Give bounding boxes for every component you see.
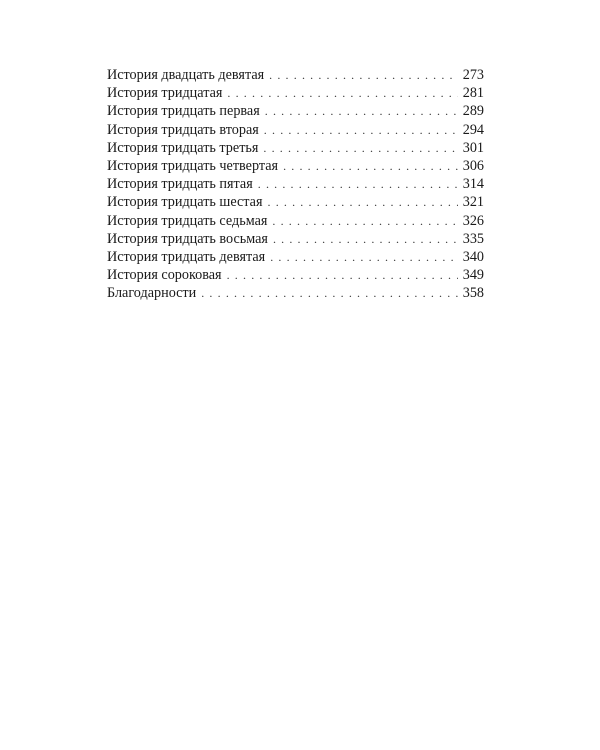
toc-entry-title: История тридцать первая (107, 103, 260, 120)
toc-entry-title: История тридцать третья (107, 139, 259, 156)
toc-entry-page-number: 335 (462, 230, 484, 247)
toc-entry-36 (107, 193, 484, 211)
toc-entry-title: История тридцать седьмая (107, 212, 268, 229)
toc-entry-title: История двадцать девятая (107, 67, 265, 83)
toc-entry-29 (107, 66, 484, 84)
dot-leader (268, 193, 458, 211)
toc-entry-35 (107, 175, 484, 193)
toc-entry-page-number: 281 (462, 85, 484, 102)
dot-leader (201, 284, 457, 302)
toc-entry-page-number: 358 (462, 285, 484, 302)
toc-entry-title: История тридцать четвертая (107, 157, 279, 174)
toc-entry-title: История тридцать вторая (107, 121, 259, 138)
toc-entry-title: История тридцать пятая (107, 176, 253, 193)
toc-entry-page-number: 294 (462, 121, 484, 138)
toc-entry-title: Благодарности (107, 285, 197, 302)
toc-entry-page-number: 314 (462, 176, 484, 193)
toc-entry-page-number: 301 (462, 139, 484, 156)
dot-leader (258, 175, 458, 193)
toc-entry-page-number: 326 (462, 212, 484, 229)
dot-leader (263, 139, 457, 157)
toc-entry-page-number: 306 (462, 157, 484, 174)
toc-entry-34 (107, 157, 484, 175)
table-of-contents (107, 66, 484, 302)
toc-entry-40 (107, 266, 484, 284)
toc-entry-30 (107, 84, 484, 102)
dot-leader (227, 266, 458, 284)
toc-entry-acknowledgements (107, 284, 484, 302)
toc-entry-title: История тридцать девятая (107, 248, 266, 265)
toc-entry-page-number: 289 (462, 103, 484, 120)
dot-leader (265, 102, 458, 120)
dot-leader (264, 121, 458, 139)
toc-entry-title: История сороковая (107, 267, 222, 284)
toc-entry-title: История тридцатая (107, 85, 223, 102)
toc-entry-page-number: 321 (462, 194, 484, 211)
toc-entry-39 (107, 248, 484, 266)
dot-leader (270, 248, 458, 266)
dot-leader (272, 212, 457, 230)
toc-entry-page-number: 273 (462, 67, 484, 83)
toc-entry-page-number: 349 (462, 267, 484, 284)
toc-entry-38 (107, 230, 484, 248)
toc-entry-37 (107, 212, 484, 230)
toc-entry-33 (107, 139, 484, 157)
toc-entry-title: История тридцать восьмая (107, 230, 268, 247)
dot-leader (273, 230, 458, 248)
toc-entry-32 (107, 121, 484, 139)
toc-entry-page-number: 340 (462, 248, 484, 265)
dot-leader (227, 84, 457, 102)
dot-leader (269, 66, 458, 84)
toc-entry-title: История тридцать шестая (107, 194, 263, 211)
dot-leader (283, 157, 458, 175)
toc-entry-31 (107, 102, 484, 120)
